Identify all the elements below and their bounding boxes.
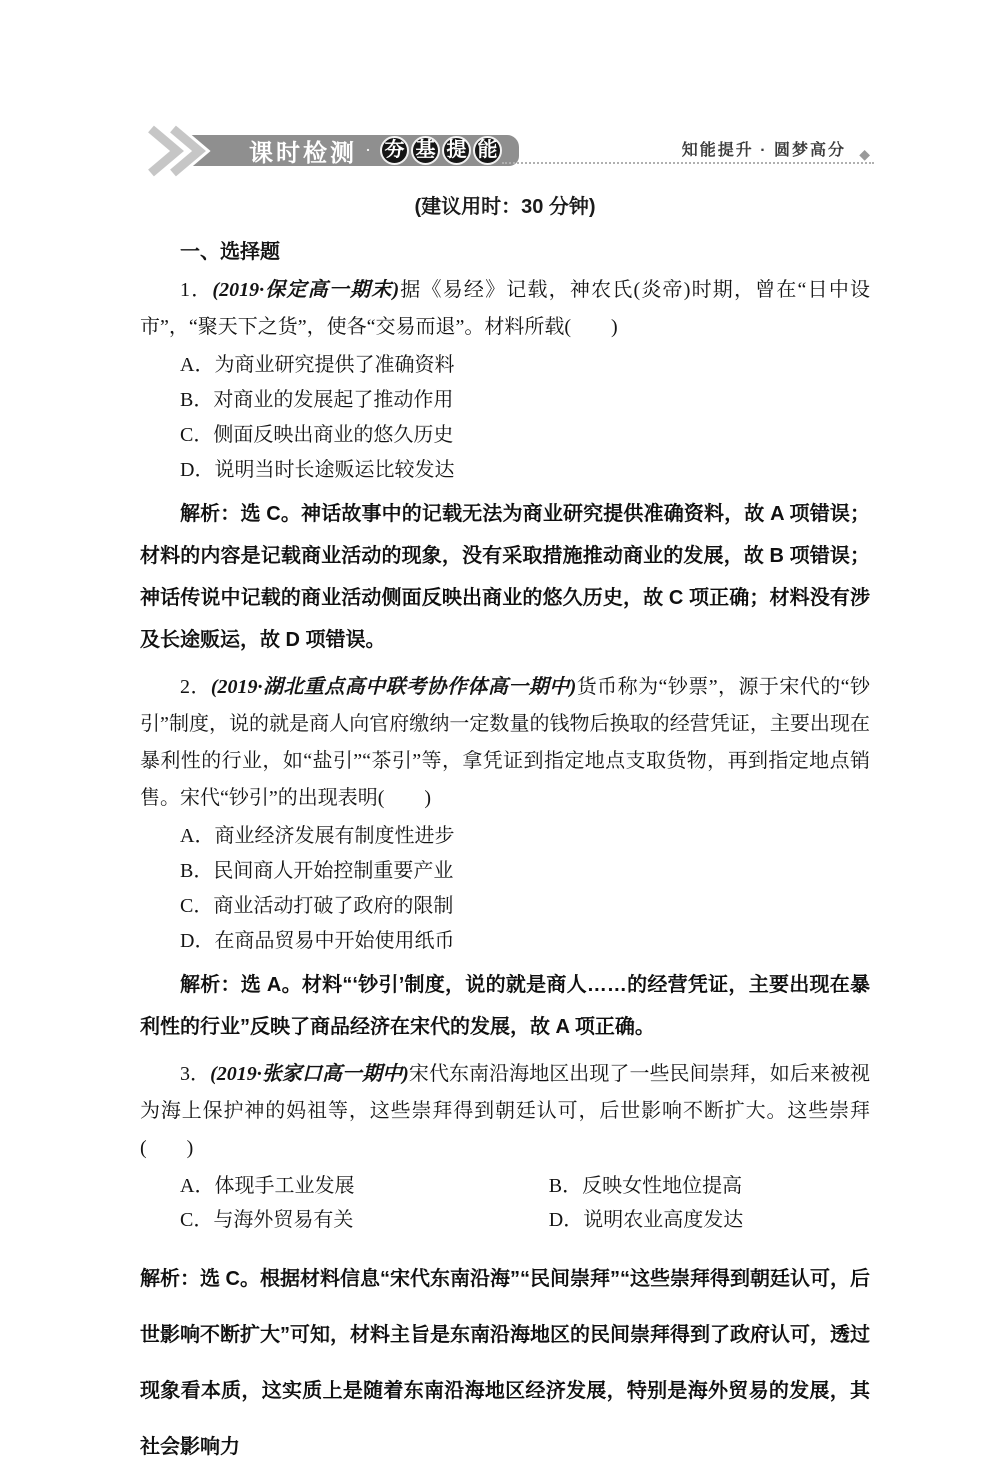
question-3-stem [140,1056,870,1167]
question-2-text: 货币称为“钞票”，源于宋代的“钞引”制度，说的就是商人向官府缴纳一定数量的钱物后换取的经营凭证，主要出现在暴利性的行业，如“盐引”“茶引”等，拿凭证到指定地点支取货物，再到指定地点销售。宋代“钞引”的出现表明( ) [140,676,871,809]
banner-title: 课时检测 [249,140,357,167]
question-1-number: 1． [180,279,213,301]
question-1-option-c: C．侧面反映出商业的悠久历史 [180,424,454,446]
page-header [140,118,870,174]
question-2-option-b: B．民间商人开始控制重要产业 [180,860,454,882]
question-1-option-d: D．说明当时长途贩运比较发达 [180,459,455,481]
header-banner [177,135,519,166]
page-content [140,0,870,1475]
suggested-time-note: (建议用时：30 分钟) [414,196,596,218]
question-2-source: (2019·湖北重点高中联考协作体高一期中) [210,676,577,698]
question-3-option-a: A．体现手工业发展 [180,1175,355,1197]
badge-char-3: 提 [442,136,471,165]
question-3-analysis-label: 解析： [140,1268,200,1290]
question-1-text: 据《易经》记载，神农氏(炎帝)时期，曾在“日中设市”，“聚天下之货”，使各“交易而退”。材料所载( ) [140,279,871,338]
question-2-analysis [140,964,870,1048]
badge-char-1: 夯 [380,136,409,165]
question-3-text: 宋代东南沿海地区出现了一些民间崇拜，如后来被视为海上保护神的妈祖等，这些崇拜得到朝廷认可，后世影响不断扩大。这些崇拜( ) [140,1063,871,1159]
question-1-source: (2019·保定高一期末) [212,279,400,301]
question-1-option-b: B．对商业的发展起了推动作用 [180,389,454,411]
question-1-analysis-label: 解析： [180,503,241,525]
badge-char-2: 基 [411,136,440,165]
question-2-option-d: D．在商品贸易中开始使用纸币 [180,930,455,952]
question-1-options [140,348,870,488]
double-chevron-icon [143,123,235,179]
question-3-options [140,1169,870,1237]
question-2-analysis-label: 解析： [180,974,241,996]
question-3-option-d: D．说明农业高度发达 [548,1209,744,1231]
badge-char-4: 能 [473,136,502,165]
question-3-source: (2019·张家口高一期中) [210,1063,409,1085]
section-title: 一、选择题 [180,241,280,263]
question-2-number: 2． [180,676,211,698]
question-2-stem [140,669,870,817]
question-2-options [140,819,870,959]
question-2-option-a: A．商业经济发展有制度性进步 [180,825,455,847]
header-slogan: 知能提升 · 圆梦高分 [681,142,846,159]
question-1-analysis-text: 选 C。神话故事中的记载无法为商业研究提供准确资料，故 A 项错误；材料的内容是记载商业活动的现象，没有采取措施推动商业的发展，故 B 项错误；神话传说中记载的商业活动侧面反映出商业的悠久历史，故 C 项正确；材料没有涉及长途贩运，故 D 项错误。 [140,503,870,651]
diamond-icon: ◆ [859,148,870,163]
question-1-option-a: A．为商业研究提供了准确资料 [180,354,455,376]
question-1-analysis [140,493,870,661]
question-3-number: 3． [180,1063,211,1085]
question-3-option-c: C．与海外贸易有关 [180,1209,354,1231]
banner-separator-dot: · [365,140,371,160]
question-1-stem [140,272,870,346]
question-3-analysis [140,1251,870,1475]
header-dotted-divider [502,162,874,164]
question-2-option-c: C．商业活动打破了政府的限制 [180,895,454,917]
question-3-analysis-text: 选 C。根据材料信息“宋代东南沿海”“民间崇拜”“这些崇拜得到朝廷认可，后世影响不断扩大”可知，材料主旨是东南沿海地区的民间崇拜得到了政府认可，透过现象看本质，这实质上是随着东南沿海地区经济发展，特别是海外贸易的发展，其社会影响力 [140,1268,870,1458]
question-2-analysis-text: 选 A。材料“‘钞引’制度，说的就是商人……的经营凭证，主要出现在暴利性的行业”反映了商品经济在宋代的发展，故 A 项正确。 [140,974,871,1038]
question-3-option-b: B．反映女性地位提高 [548,1175,743,1197]
